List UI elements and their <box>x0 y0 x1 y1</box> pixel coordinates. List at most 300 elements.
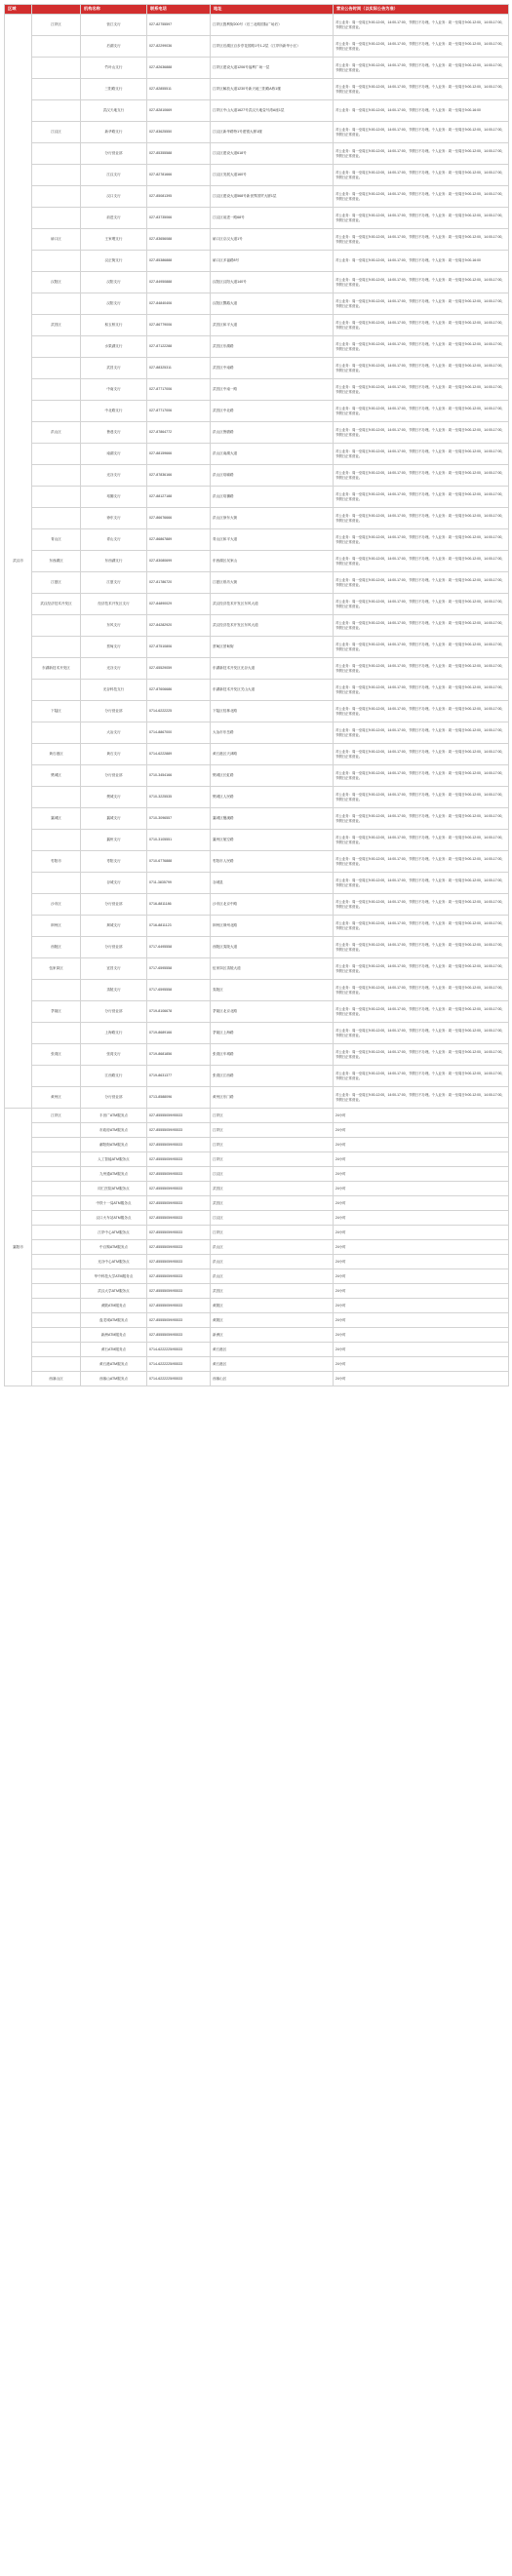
hours-cell: 对公业务：周一至周五9:00-12:00，14:00-17:00，节假日不办理。个人业务：周一至周日9:00-12:00，14:00-17:00，节假日正常营业。 <box>334 358 509 379</box>
branch-name-cell: 盘龙城ATM服务点 <box>81 1313 147 1328</box>
phone-cell: 0710-3105551 <box>147 830 211 851</box>
address-cell: 江岸区 <box>211 1152 334 1167</box>
phone-cell: 027-86676666 <box>147 508 211 529</box>
sub-district-cell: 襄城区 <box>32 808 81 830</box>
hours-cell: 对公业务：周一至周五9:00-12:00，14:00-17:00，节假日不办理。个人业务：周一至周日9:00-12:00，14:00-17:00，节假日正常营业。 <box>334 444 509 465</box>
address-cell: 黄石港区 <box>211 1357 334 1372</box>
hours-cell: 对公业务：周一至周五9:00-12:00，14:00-17:00，节假日不办理。个人业务：周一至周日9:00-12:00，14:00-17:00，节假日正常营业。 <box>334 894 509 916</box>
phone-cell: 0710-3096557 <box>147 808 211 830</box>
phone-cell: 027-87836166 <box>147 465 211 487</box>
sub-district-cell <box>32 379 81 401</box>
phone-cell: 0717-6595558 <box>147 958 211 980</box>
table-row <box>5 1269 509 1284</box>
branch-name-cell: 分行营业部 <box>81 765 147 787</box>
phone-cell: 0710-6776888 <box>147 851 211 873</box>
phone-cell: 027-85555059/95533 <box>147 1240 211 1255</box>
sub-district-cell <box>32 1269 81 1284</box>
table-row <box>5 336 509 358</box>
sub-district-cell <box>32 1226 81 1240</box>
branch-name-cell: 黄石ATM服务点 <box>81 1343 147 1357</box>
branch-name-cell: 汉阳支行 <box>81 293 147 315</box>
header-district: 区域 <box>5 5 32 15</box>
table-header-row <box>5 5 509 15</box>
header-phone: 联系电话 <box>147 5 211 15</box>
table-row <box>5 894 509 916</box>
branch-list-document <box>4 0 508 1386</box>
branch-name-cell: 同仁医院ATM服务点 <box>81 1182 147 1196</box>
hours-cell: 对公业务：周一至周五9:00-12:00，14:00-17:00，节假日不办理。个人业务：周一至周日9:00-12:00，14:00-17:00，节假日正常营业。 <box>334 851 509 873</box>
table-row <box>5 873 509 894</box>
table-row <box>5 1372 509 1386</box>
branch-name-cell: 枣阳支行 <box>81 851 147 873</box>
branch-name-cell: 水果湖支行 <box>81 336 147 358</box>
table-row <box>5 701 509 722</box>
sub-district-cell: 黄石港区 <box>32 744 81 765</box>
table-row <box>5 1328 509 1343</box>
hours-cell: 对公业务：周一至周五9:00-12:00，14:00-17:00，节假日不办理。个人业务：周一至周日9:00-12:00，14:00-17:00，节假日正常营业。 <box>334 787 509 808</box>
sub-district-cell: 东西湖区 <box>32 551 81 572</box>
address-cell: 江岸区 <box>211 1123 334 1138</box>
header-address: 地址 <box>211 5 334 15</box>
phone-cell: 0719-8681856 <box>147 1044 211 1066</box>
phone-cell: 027-82755597 <box>147 15 211 36</box>
hours-cell: 24小时 <box>334 1313 509 1328</box>
address-cell: 襄城区檀溪路 <box>211 808 334 830</box>
sub-district-cell: 荆州区 <box>32 916 81 937</box>
address-cell: 黄石港区天津路 <box>211 744 334 765</box>
table-row <box>5 465 509 487</box>
branch-name-cell: 武汉天地支行 <box>81 100 147 122</box>
phone-cell: 0714-6222889 <box>147 744 211 765</box>
hours-cell: 对公业务：周一至周五9:00-12:00，14:00-17:00，节假日不办理。个人业务：周一至周日9:00-12:00，14:00-17:00，节假日正常营业。 <box>334 165 509 186</box>
sub-district-cell <box>32 36 81 58</box>
branch-name-cell: 汉阳支行 <box>81 272 147 293</box>
branch-name-cell: 前进支行 <box>81 208 147 229</box>
branch-name-cell: 经济技术开发区支行 <box>81 594 147 615</box>
sub-district-cell: 青山区 <box>32 529 81 551</box>
phone-cell: 027-65529059 <box>147 658 211 680</box>
sub-district-cell: 茅箭区 <box>32 1001 81 1023</box>
branch-name-cell: 竹叶山支行 <box>81 58 147 79</box>
address-cell: 武昌区中北路 <box>211 401 334 422</box>
sub-district-cell <box>32 1066 81 1087</box>
table-row <box>5 251 509 272</box>
table-body <box>5 15 509 1386</box>
branch-name-cell: 大冶支行 <box>81 722 147 744</box>
hours-cell: 对公业务：周一至周五9:00-12:00，14:00-17:00，节假日不办理。个人业务：周一至周日9:00-12:00，14:00-17:00，节假日正常营业。 <box>334 937 509 958</box>
address-cell: 武汉经济技术开发区东风大道 <box>211 594 334 615</box>
hours-cell: 对公业务：周一至周五9:00-12:00，14:00-17:00，节假日不办理。个人业务：周一至周日9:00-12:00，14:00-17:00，节假日正常营业。 <box>334 208 509 229</box>
address-cell: 蔡甸区蔡甸街 <box>211 637 334 658</box>
address-cell: 江汉区新华路特1号建银大厦1楼 <box>211 122 334 143</box>
address-cell: 汉阳区鹦鹉大道 <box>211 293 334 315</box>
table-row <box>5 916 509 937</box>
branch-name-cell: 积玉桥支行 <box>81 315 147 336</box>
hours-cell: 对公业务：周一至周五9:00-12:00，14:00-17:00，节假日不办理。个人业务：周一至周日9:00-12:00，14:00-17:00，节假日正常营业。 <box>334 916 509 937</box>
address-cell: 黄陂区 <box>211 1313 334 1328</box>
sub-district-cell <box>32 1023 81 1044</box>
phone-cell: 027-82636888 <box>147 58 211 79</box>
sub-district-cell <box>32 58 81 79</box>
table-row <box>5 36 509 58</box>
address-cell: 洪山区珞喻路 <box>211 465 334 487</box>
hours-cell: 对公业务：周一至周五9:00-12:00，14:00-17:00，节假日不办理。个人业务：周一至周日9:00-12:00，14:00-17:00，节假日正常营业。 <box>334 637 509 658</box>
table-row <box>5 1357 509 1372</box>
table-row <box>5 1138 509 1152</box>
hours-cell: 24小时 <box>334 1269 509 1284</box>
sub-district-cell: 江夏区 <box>32 572 81 594</box>
branch-name-cell: 武昌支行 <box>81 358 147 379</box>
branch-name-cell: 黄石支行 <box>81 744 147 765</box>
address-cell: 武昌区 <box>211 1196 334 1211</box>
district-cell: 武汉市 <box>5 15 32 1109</box>
phone-cell: 027-85081395 <box>147 186 211 208</box>
table-row <box>5 744 509 765</box>
hours-cell: 对公业务：周一至周五9:00-12:00，14:00-17:00，节假日不办理。个人业务：周一至周日9:00-12:00，14:00-17:00，节假日正常营业。 <box>334 336 509 358</box>
table-row <box>5 208 509 229</box>
address-cell: 荆州区荆州北路 <box>211 916 334 937</box>
hours-cell: 24小时 <box>334 1211 509 1226</box>
sub-district-cell <box>32 615 81 637</box>
hours-cell: 对公业务：周一至周五9:00-12:00，14:00-17:00，节假日不办理。个人业务：周一至周日9:00-12:00，14:00-17:00，节假日正常营业。 <box>334 830 509 851</box>
sub-district-cell <box>32 293 81 315</box>
branch-name-cell: 蔡甸支行 <box>81 637 147 658</box>
hours-cell: 24小时 <box>334 1167 509 1182</box>
table-row <box>5 1001 509 1023</box>
table-row <box>5 379 509 401</box>
branch-name-cell: 张湾支行 <box>81 1044 147 1066</box>
table-row <box>5 1240 509 1255</box>
address-cell: 江岸区中山大道1627号武汉天地壹号湾A座1层 <box>211 100 334 122</box>
hours-cell: 对公业务：周一至周五9:00-12:00，14:00-17:00，节假日不办理。个人业务：周一至周日9:00-12:00，14:00-17:00，节假日正常营业。 <box>334 1044 509 1066</box>
branch-name-cell: 上海路支行 <box>81 1023 147 1044</box>
hours-cell: 对公业务：周一至周五9:00-12:00，14:00-17:00，节假日不办理。个人业务：周一至周日9:00-12:00，14:00-17:00，节假日正常营业。 <box>334 1087 509 1109</box>
address-cell: 江汉区建设大道568号新世界国贸大厦1层 <box>211 186 334 208</box>
hours-cell: 24小时 <box>334 1255 509 1269</box>
branch-name-cell: 丰田广ATM服务点 <box>81 1109 147 1123</box>
address-cell: 江岸区 <box>211 1138 334 1152</box>
branch-name-cell: 珞狮支行 <box>81 487 147 508</box>
address-cell: 黄石港区 <box>211 1343 334 1357</box>
address-cell: 武昌区中南路 <box>211 358 334 379</box>
hours-cell: 24小时 <box>334 1240 509 1255</box>
phone-cell: 027-83625550 <box>147 122 211 143</box>
phone-cell: 0719-8106678 <box>147 1001 211 1023</box>
hours-cell: 24小时 <box>334 1182 509 1196</box>
phone-cell: 027-85555059/95533 <box>147 1211 211 1226</box>
sub-district-cell <box>32 1240 81 1255</box>
sub-district-cell <box>32 1328 81 1343</box>
table-row <box>5 830 509 851</box>
table-row <box>5 1167 509 1182</box>
branch-name-cell: 分行营业部 <box>81 937 147 958</box>
phone-cell: 027-85355588 <box>147 143 211 165</box>
hours-cell: 对公业务：周一至周五9:00-12:00，14:00-17:00，节假日不办理。个人业务：周一至周日9:00-12:00，14:00-17:00，节假日正常营业。 <box>334 401 509 422</box>
phone-cell: 0717-6595558 <box>147 980 211 1001</box>
address-cell: 茅箭区上海路 <box>211 1023 334 1044</box>
address-cell: 武昌区和平大道 <box>211 315 334 336</box>
branch-name-cell: 中南支行 <box>81 379 147 401</box>
branch-name-cell: 分行营业部 <box>81 143 147 165</box>
address-cell: 江岸区建设大道1206号福利广场一层 <box>211 58 334 79</box>
sub-district-cell <box>32 487 81 508</box>
sub-district-cell: 樊城区 <box>32 765 81 787</box>
hours-cell: 24小时 <box>334 1372 509 1386</box>
phone-cell: 027-87717006 <box>147 401 211 422</box>
address-cell: 江岸区胜利街200号（后三北路国际广场后） <box>211 15 334 36</box>
address-cell: 武昌区中南一路 <box>211 379 334 401</box>
sub-district-cell <box>32 787 81 808</box>
table-row <box>5 444 509 465</box>
address-cell: 江汉区 <box>211 1167 334 1182</box>
sub-district-cell <box>32 1211 81 1226</box>
sub-district-cell <box>32 1196 81 1211</box>
branch-name-cell: 王家墩支行 <box>81 229 147 251</box>
table-row <box>5 1343 509 1357</box>
hours-cell: 对公业务：周一至周五9:00-12:00，14:00-17:00，节假日不办理。个人业务：周一至周日9:00-12:00，14:00-17:00，节假日正常营业。 <box>334 465 509 487</box>
address-cell: 伍家岗区夷陵大道 <box>211 958 334 980</box>
table-row <box>5 143 509 165</box>
sub-district-cell: 伍家岗区 <box>32 958 81 980</box>
branch-name-cell: 徐东支行 <box>81 508 147 529</box>
table-row <box>5 508 509 529</box>
address-cell: 汉阳区汉阳大道140号 <box>211 272 334 293</box>
table-row <box>5 808 509 830</box>
address-cell: 江汉区建设大道618号 <box>211 143 334 165</box>
table-row <box>5 229 509 251</box>
address-cell: 夷陵区 <box>211 980 334 1001</box>
header-sub-district <box>32 5 81 15</box>
branch-name-cell: 华中科技大学ATM服务点 <box>81 1269 147 1284</box>
table-row <box>5 15 509 36</box>
branch-name-cell: 南湖支行 <box>81 444 147 465</box>
hours-cell: 对公业务：周一至周五9:00-12:00，14:00-17:00，节假日不办理。个人业务：周一至周日9:00-12:00，14:00-17:00，节假日正常营业。 <box>334 529 509 551</box>
address-cell: 黄州区东门路 <box>211 1087 334 1109</box>
branch-name-cell: 东风支行 <box>81 615 147 637</box>
address-cell: 大冶市东岳路 <box>211 722 334 744</box>
branch-name-cell: 宜昌支行 <box>81 958 147 980</box>
branch-name-cell: 夷陵支行 <box>81 980 147 1001</box>
hours-cell: 对公业务：周一至周五9:00-12:00，14:00-17:00，节假日不办理。个人业务：周一至周日9:00-12:00，14:00-17:00，节假日正常营业。 <box>334 594 509 615</box>
branch-name-cell: 江汉支行 <box>81 165 147 186</box>
table-row <box>5 1182 509 1196</box>
address-cell: 张湾区江西路 <box>211 1066 334 1087</box>
table-row <box>5 594 509 615</box>
table-row <box>5 165 509 186</box>
hours-cell: 对公业务：周一至周五9:00-12:00，14:00-17:00，节假日不办理。个人业务：周一至周日9:00-12:00，14:00-17:00，节假日正常营业。 <box>334 572 509 594</box>
hours-cell: 对公业务：周一至周五9:00-12:00，14:00-17:00，节假日不办理。个人业务：周一至周日9:00-12:00，14:00-17:00，节假日正常营业。 <box>334 808 509 830</box>
sub-district-cell: 下陆区 <box>32 701 81 722</box>
hours-cell: 对公业务：周一至周五9:00-12:00，14:00-17:00，节假日不办理。个人业务：周一至周日9:00-12:00，14:00-17:00，节假日正常营业。 <box>334 722 509 744</box>
branch-name-cell: 汉口支行 <box>81 186 147 208</box>
sub-district-cell <box>32 830 81 851</box>
phone-cell: 027-81786720 <box>147 572 211 594</box>
branch-name-cell: 武汉大学ATM服务点 <box>81 1284 147 1299</box>
address-cell: 江岸区 <box>211 1226 334 1240</box>
phone-cell: 027-83735066 <box>147 208 211 229</box>
address-cell: 东湖新技术开发区光谷大道 <box>211 658 334 680</box>
address-cell: 硚口区多福路8号 <box>211 251 334 272</box>
hours-cell: 对公业务：周一至周五9:00-12:00，14:00-17:00，节假日不办理。个人业务：周一至周日9:00-12:00，14:00-17:00，节假日正常营业。 <box>334 379 509 401</box>
phone-cell: 0710-3454166 <box>147 765 211 787</box>
address-cell: 江岸区 <box>211 1109 334 1123</box>
address-cell: 西陵区夷陵大道 <box>211 937 334 958</box>
sub-district-cell: 江汉区 <box>32 122 81 143</box>
hours-cell: 24小时 <box>334 1284 509 1299</box>
address-cell: 武昌区 <box>211 1182 334 1196</box>
address-cell: 谷城县 <box>211 873 334 894</box>
sub-district-cell: 沙市区 <box>32 894 81 916</box>
branch-name-cell: 光谷科技支行 <box>81 680 147 701</box>
phone-cell: 027-85555059/95533 <box>147 1299 211 1313</box>
phone-cell: 027-84890029 <box>147 594 211 615</box>
branch-name-cell: 分行营业部 <box>81 701 147 722</box>
table-row <box>5 1255 509 1269</box>
hours-cell: 对公业务：周一至周五9:00-12:00，14:00-17:00，节假日不办理。个人业务：周一至周日9:00-12:00，14:00-17:00，节假日正常营业。 <box>334 1001 509 1023</box>
table-row <box>5 1299 509 1313</box>
district-cell: 襄阳市 <box>5 1109 32 1386</box>
hours-cell: 对公业务：周一至周五9:00-12:00，14:00-17:00，节假日不办理。个人业务：周一至周日9:00-12:00，14:00-17:00，节假日正常营业。 <box>334 508 509 529</box>
table-row <box>5 572 509 594</box>
branch-name-cell: 九州通ATM服务点 <box>81 1167 147 1182</box>
phone-cell: 0714-8867000 <box>147 722 211 744</box>
table-row <box>5 1087 509 1109</box>
phone-cell: 0714-6222225/95533 <box>147 1343 211 1357</box>
hours-cell: 对公业务：周一至周五9:00-12:00，14:00-17:00，节假日不办理。个人业务：周一至周日9:00-12:00，14:00-17:00，节假日正常营业。 <box>334 615 509 637</box>
header-hours: 营业公告时间（以实际公告为准） <box>334 5 509 15</box>
table-row <box>5 1211 509 1226</box>
sub-district-cell: 枣阳市 <box>32 851 81 873</box>
sub-district-cell <box>32 143 81 165</box>
table-row <box>5 658 509 680</box>
phone-cell: 027-83656088 <box>147 229 211 251</box>
address-cell: 江岸区解放大道1230号新天地三阳路A栋1楼 <box>211 79 334 100</box>
phone-cell: 027-86867889 <box>147 529 211 551</box>
phone-cell: 027-82299036 <box>147 36 211 58</box>
table-row <box>5 615 509 637</box>
branch-name-cell: 汉正街支行 <box>81 251 147 272</box>
branch-name-cell: 江岸中心ATM服务点 <box>81 1226 147 1240</box>
sub-district-cell <box>32 208 81 229</box>
table-row <box>5 422 509 444</box>
sub-district-cell <box>32 79 81 100</box>
table-row <box>5 680 509 701</box>
branch-name-cell: 中百购ATM服务点 <box>81 1240 147 1255</box>
sub-district-cell <box>32 1313 81 1328</box>
table-row <box>5 58 509 79</box>
table-row <box>5 293 509 315</box>
branch-name-cell: 中铁十一局ATM服务点 <box>81 1196 147 1211</box>
address-cell: 樊城区长虹路 <box>211 765 334 787</box>
sub-district-cell <box>32 251 81 272</box>
branch-name-cell: 鲁巷支行 <box>81 422 147 444</box>
phone-cell: 027-87717006 <box>147 379 211 401</box>
table-row <box>5 551 509 572</box>
sub-district-cell <box>32 186 81 208</box>
hours-cell: 对公业务：周一至周五9:00-12:00，14:00-17:00，节假日不办理。个人业务：周一至周日9:00-12:00，14:00-17:00，节假日正常营业。 <box>334 79 509 100</box>
hours-cell: 对公业务：周一至周五9:00-12:00，14:00-17:00，节假日不办理。个人业务：周一至周日9:00-16:00 <box>334 100 509 122</box>
phone-cell: 027-85555059/95533 <box>147 1138 211 1152</box>
phone-cell: 027-85555059/95533 <box>147 1226 211 1240</box>
branch-name-cell: 光谷支行 <box>81 658 147 680</box>
phone-cell: 0716-8811186 <box>147 894 211 916</box>
branch-name-cell: 市政府ATM服务点 <box>81 1123 147 1138</box>
phone-cell: 027-84282920 <box>147 615 211 637</box>
address-cell: 江夏区纸坊大街 <box>211 572 334 594</box>
hours-cell: 24小时 <box>334 1123 509 1138</box>
hours-cell: 对公业务：周一至周五9:00-12:00，14:00-17:00，节假日不办理。个人业务：周一至周日9:00-12:00，14:00-17:00，节假日正常营业。 <box>334 272 509 293</box>
address-cell: 江汉区前进一路68号 <box>211 208 334 229</box>
hours-cell: 对公业务：周一至周五9:00-12:00，14:00-17:00，节假日不办理。个人业务：周一至周日9:00-12:00，14:00-17:00，节假日正常营业。 <box>334 36 509 58</box>
address-cell: 沙市区北京中路 <box>211 894 334 916</box>
phone-cell: 027-85386888 <box>147 251 211 272</box>
address-cell: 洪山区珞狮路 <box>211 487 334 508</box>
sub-district-cell <box>32 1123 81 1138</box>
sub-district-cell: 江岸区 <box>32 1109 81 1123</box>
branch-name-cell: 人工智能ATM服务点 <box>81 1152 147 1167</box>
hours-cell: 对公业务：周一至周五9:00-12:00，14:00-17:00，节假日不办理。个人业务：周一至周日9:00-12:00，14:00-17:00，节假日正常营业。 <box>334 958 509 980</box>
sub-district-cell <box>32 1182 81 1196</box>
hours-cell: 24小时 <box>334 1328 509 1343</box>
sub-district-cell: 西塞山区 <box>32 1372 81 1386</box>
table-row <box>5 1109 509 1123</box>
sub-district-cell: 硚口区 <box>32 229 81 251</box>
address-cell: 东湖新技术开发区关山大道 <box>211 680 334 701</box>
sub-district-cell <box>32 165 81 186</box>
table-row <box>5 1226 509 1240</box>
phone-cell: 027-82781666 <box>147 165 211 186</box>
address-cell: 襄州区航空路 <box>211 830 334 851</box>
hours-cell: 24小时 <box>334 1357 509 1372</box>
hours-cell: 对公业务：周一至周五9:00-12:00，14:00-17:00，节假日不办理。个人业务：周一至周日9:00-12:00，14:00-17:00，节假日正常营业。 <box>334 980 509 1001</box>
branch-name-cell: 东西湖支行 <box>81 551 147 572</box>
branch-name-cell: 后湖支行 <box>81 36 147 58</box>
address-cell: 洪山区徐东大街 <box>211 508 334 529</box>
hours-cell: 对公业务：周一至周五9:00-12:00，14:00-17:00，节假日不办理。个人业务：周一至周日9:00-12:00，14:00-17:00，节假日正常营业。 <box>334 487 509 508</box>
phone-cell: 027-88159666 <box>147 444 211 465</box>
table-row <box>5 1023 509 1044</box>
table-row <box>5 851 509 873</box>
phone-cell: 0710-3225535 <box>147 787 211 808</box>
table-row <box>5 315 509 336</box>
sub-district-cell <box>32 1357 81 1372</box>
table-row <box>5 1152 509 1167</box>
table-row <box>5 937 509 958</box>
branch-name-cell: 光谷支行 <box>81 465 147 487</box>
branch-name-cell: 营江支行 <box>81 15 147 36</box>
address-cell: 江岸区后湖区百步亭花园路1号1-2层（江岸所新华小区） <box>211 36 334 58</box>
branch-name-cell: 樊城支行 <box>81 787 147 808</box>
phone-cell: 0711-3835799 <box>147 873 211 894</box>
phone-cell: 027-83080699 <box>147 551 211 572</box>
address-cell: 洪山区 <box>211 1269 334 1284</box>
phone-cell: 027-85555059/95533 <box>147 1328 211 1343</box>
phone-cell: 027-85555059/95533 <box>147 1109 211 1123</box>
branch-table <box>4 4 509 1386</box>
address-cell: 洪山区鲁磨路 <box>211 422 334 444</box>
address-cell: 洪山区 <box>211 1240 334 1255</box>
hours-cell: 对公业务：周一至周五9:00-12:00，14:00-17:00，节假日不办理。个人业务：周一至周日9:00-12:00，14:00-17:00，节假日正常营业。 <box>334 765 509 787</box>
address-cell: 下陆区桂林北路 <box>211 701 334 722</box>
branch-name-cell: 江夏支行 <box>81 572 147 594</box>
table-row <box>5 487 509 508</box>
branch-name-cell: 青山支行 <box>81 529 147 551</box>
phone-cell: 027-82810669 <box>147 100 211 122</box>
hours-cell: 对公业务：周一至周五9:00-12:00，14:00-17:00，节假日不办理。个人业务：周一至周日9:00-12:00，14:00-17:00，节假日正常营业。 <box>334 293 509 315</box>
sub-district-cell <box>32 508 81 529</box>
hours-cell: 对公业务：周一至周五9:00-12:00，14:00-17:00，节假日不办理。个人业务：周一至周日9:00-12:00，14:00-17:00，节假日正常营业。 <box>334 701 509 722</box>
table-row <box>5 1044 509 1066</box>
